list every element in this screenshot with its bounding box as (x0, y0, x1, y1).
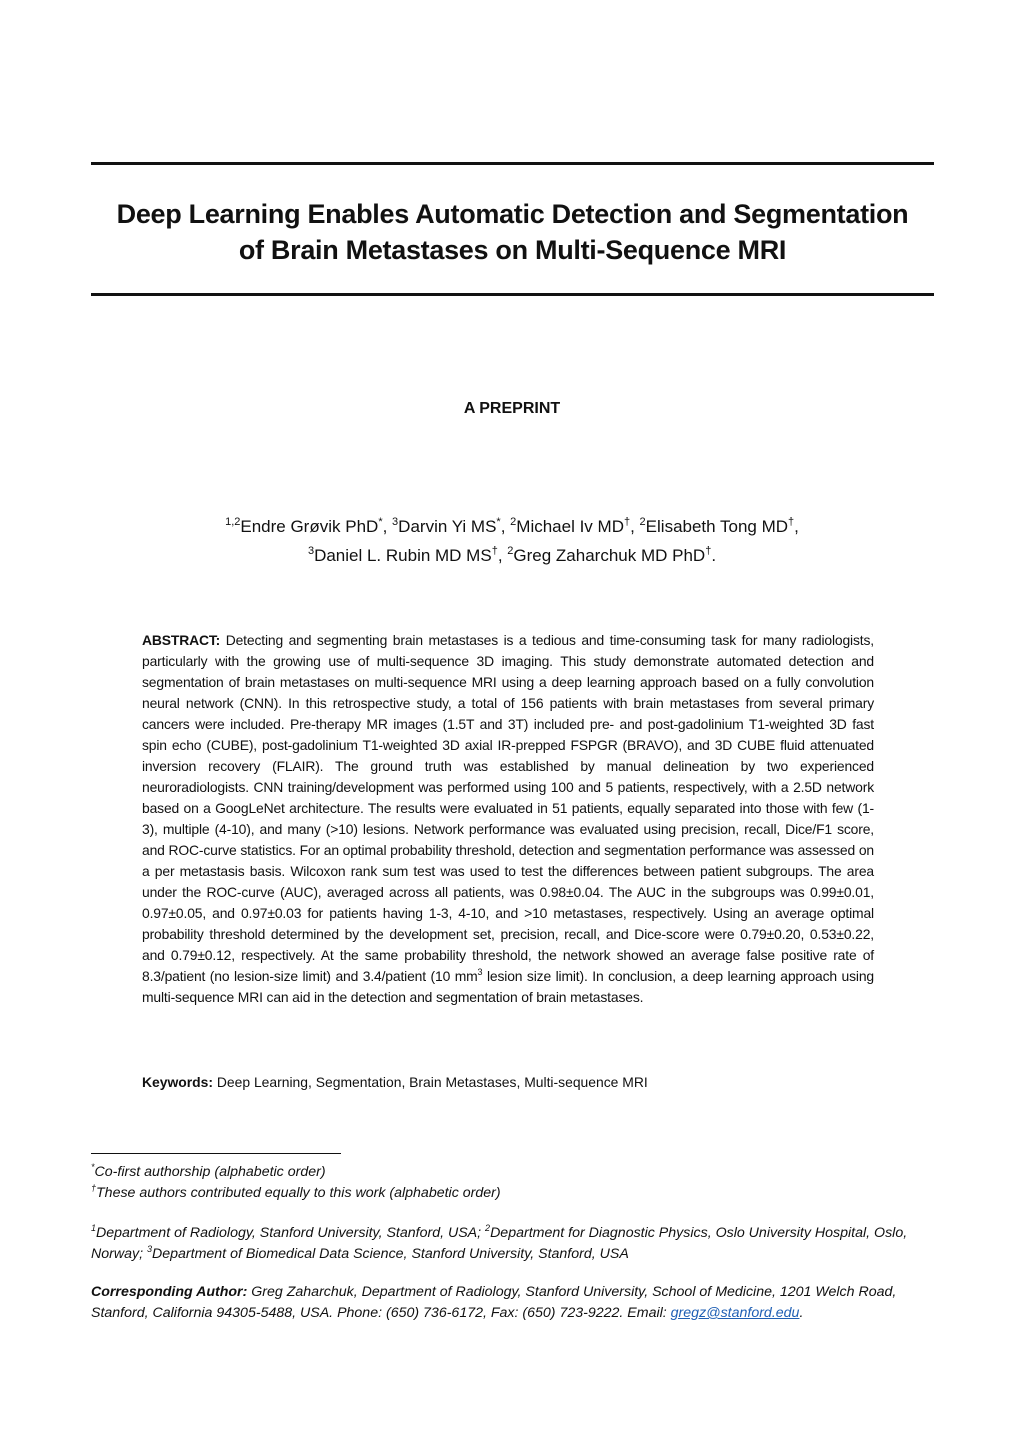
author-line-1 (0, 512, 1024, 541)
footnote-marks (91, 1162, 941, 1204)
author: $^2$Greg Zaharchuk MD PhD†. (507, 545, 717, 565)
title-rule-bottom (91, 293, 934, 296)
author: $^2$Michael Iv MD†, (510, 516, 640, 536)
corresponding-author-label: Corresponding Author: (91, 1284, 248, 1300)
abstract-text-end: lesion size limit). In conclusion, a deep learning approach using multi-sequence MRI can aid in the detection and segmentation of brain metastases. (142, 968, 874, 1005)
keywords-text: Deep Learning, Segmentation, Brain Metastases, Multi-sequence MRI (213, 1074, 648, 1090)
footnote-cofirst: *Co-first authorship (alphabetic order) (91, 1162, 326, 1180)
abstract (142, 630, 874, 1008)
preprint-label: A PREPRINT (463, 400, 561, 417)
footnote-affiliations (91, 1223, 941, 1265)
author: $^{1,2}$Endre Grøvik PhD*, (225, 516, 393, 536)
title-rule-top (91, 162, 934, 165)
author-list (0, 512, 1024, 570)
author: $^3$Daniel L. Rubin MD MS†, (307, 545, 508, 565)
corresponding-author (91, 1282, 941, 1324)
affiliation: $^2$Department for Diagnostic Physics, Oslo University Hospital, Oslo, Norway; (91, 1223, 908, 1262)
footnote-equal-contribution: †These authors contributed equally to this work (alphabetic order) (91, 1183, 501, 1201)
abstract-superscript: 3 (477, 967, 483, 977)
email-link[interactable]: gregz@stanford.edu (670, 1305, 800, 1321)
corresponding-author-end: . (799, 1305, 804, 1321)
abstract-label: ABSTRACT: (142, 632, 221, 648)
footnote-divider (91, 1153, 341, 1154)
affiliation: $^3$Department of Biomedical Data Science, Stanford University, Stanford, USA (146, 1244, 629, 1262)
abstract-text: Detecting and segmenting brain metastases is a tedious and time-consuming task for many radiologists, particularly with the growing use of multi-sequence 3D imaging. This study demonstrate automated detection and segmentation of brain metastases on multi-sequence MRI using a deep learning approach based on a fully convolution neural network (CNN). In this retrospective study, a total of 156 patients with brain metastases from several primary cancers were included. Pre-therapy MR images (1.5T and 3T) included pre- and post-gadolinium T1-weighted 3D fast spin echo (CUBE), post-gadolinium T1-weighted 3D axial IR-prepped FSPGR (BRAVO), and 3D CUBE fluid attenuated inversion recovery (FLAIR). The ground truth was established by manual delineation by two experienced neuroradiologists. CNN training/development was performed using 100 and 5 patients, respectively, with a 2.5D network based on a GoogLeNet architecture. The results were evaluated in 51 patients, equally separated into those with few (1-3), multiple (4-10), and many (>10) lesions. Network performance was evaluated using precision, recall, Dice/F1 score, and ROC-curve statistics. For an optimal probability threshold, detection and segmentation performance was assessed on a per metastasis basis. Wilcoxon rank sum test was used to test the differences between patient subgroups. The area under the ROC-curve (AUC), averaged across all patients, was 0.98±0.04. The AUC in the subgroups was 0.99±0.01, 0.97±0.05, and 0.97±0.03 for patients having 1-3, 4-10, and >10 metastases, respectively. Using an average optimal probability threshold determined by the development set, precision, recall, and Dice-score were 0.79±0.20, 0.53±0.22, and 0.79±0.12, respectively. At the same probability threshold, the network showed an average false positive rate of 8.3/patient (no lesion-size limit) and 3.4/patient (10 mm (142, 632, 874, 984)
author: $^2$Elisabeth Tong MD†, (639, 516, 799, 536)
affiliation: $^1$Department of Radiology, Stanford University, Stanford, USA; (91, 1223, 486, 1241)
title-line-1: Deep Learning Enables Automatic Detection and Segmentation (116, 199, 909, 229)
keywords (142, 1072, 874, 1093)
paper-title (91, 196, 934, 268)
author: $^3$Darvin Yi MS*, (392, 516, 511, 536)
title-line-2: of Brain Metastases on Multi-Sequence MRI (238, 235, 787, 265)
keywords-label: Keywords: (142, 1074, 214, 1090)
author-line-2 (0, 541, 1024, 570)
corresponding-author-text: Greg Zaharchuk, Department of Radiology, Stanford University, School of Medicine, 1201 Welch Road, Stanford, California 94305-5488, USA. Phone: (650) 736-6172, Fax: (650) 723-9222. Email: (91, 1284, 897, 1321)
